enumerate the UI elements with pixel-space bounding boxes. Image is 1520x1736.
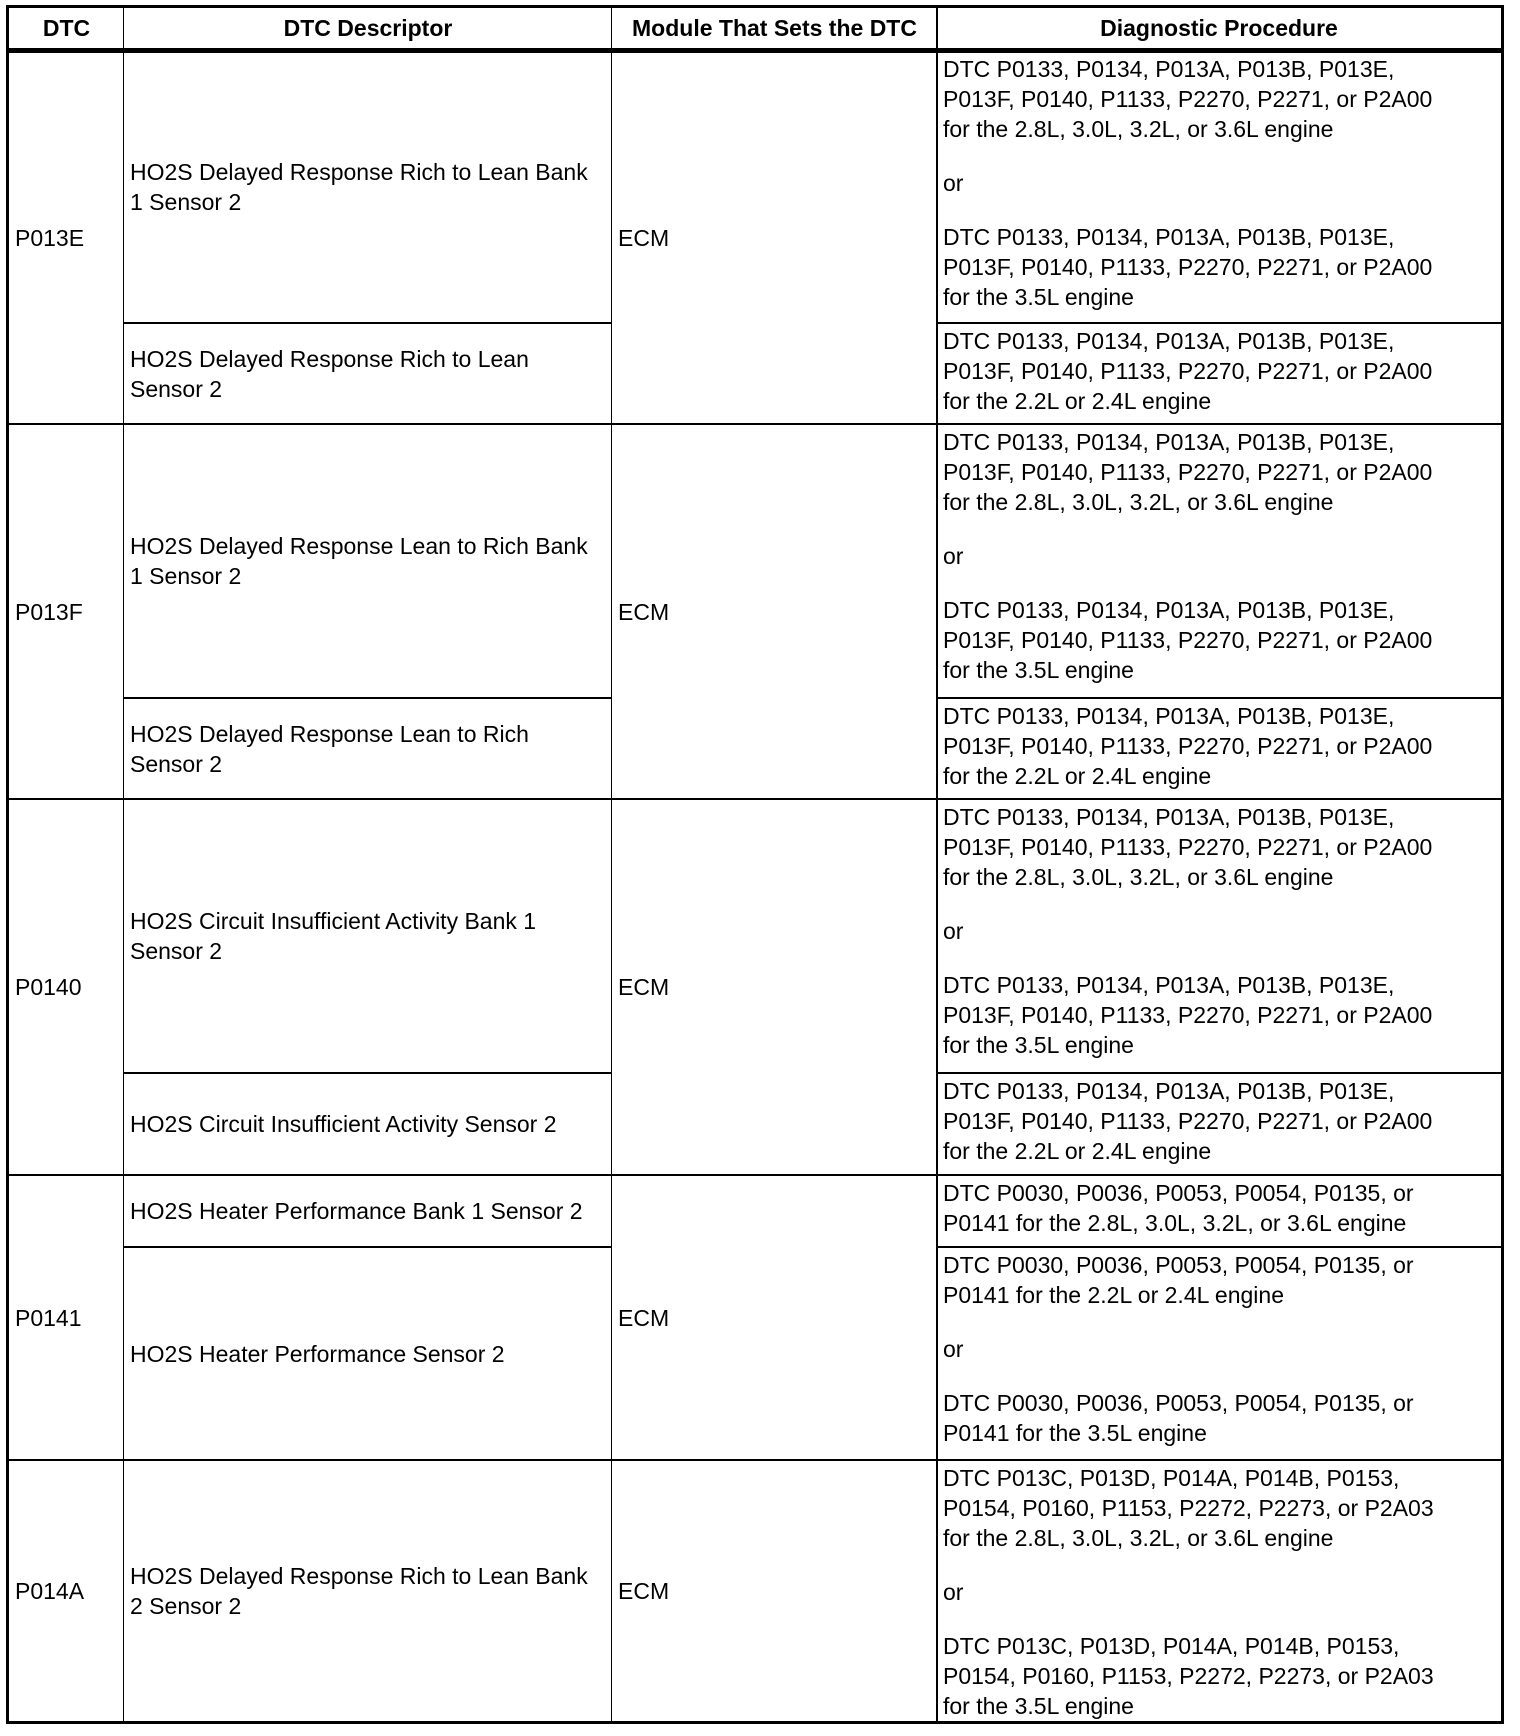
row-divider [937,1072,1501,1074]
dtc-descriptor: HO2S Delayed Response Rich to Lean Bank 2 Sensor 2 [130,1562,595,1619]
dtc-code: P0140 [15,974,82,1000]
procedure-cell [937,1460,1501,1721]
paragraph-gap [943,1553,1443,1577]
dtc-table [6,5,1504,1724]
descriptor-cell [124,1460,612,1721]
paragraph-gap [943,1310,1443,1334]
procedure-separator: or [943,170,964,196]
dtc-descriptor: HO2S Heater Performance Bank 1 Sensor 2 [130,1198,583,1224]
header-module: Module That Sets the DTC [612,8,937,51]
module-cell [612,799,937,1175]
paragraph-gap [943,946,1443,970]
dtc-descriptor: HO2S Circuit Insufficient Activity Bank 1 Sensor 2 [130,908,543,964]
paragraph-gap [943,892,1443,916]
descriptor-cell [124,1073,612,1175]
diagnostic-procedure-link: DTC P0133, P0134, P013A, P013B, P013E, P013F, P0140, P1133, P2270, P2271, or P2A00 for the 2.2L or 2.4L engine [943,328,1439,414]
module-cell [612,1460,937,1721]
procedure-cell [937,698,1501,799]
paragraph-gap [943,571,1443,595]
descriptor-cell [124,799,612,1073]
dtc-cell [9,1460,124,1721]
diagnostic-procedure-link: DTC P0133, P0134, P013A, P013B, P013E, P013F, P0140, P1133, P2270, P2271, or P2A00 for the 3.5L engine [943,224,1439,310]
paragraph-gap [943,517,1443,541]
dtc-code: P0141 [15,1304,82,1331]
dtc-cell [9,799,124,1175]
paragraph-gap [943,1607,1443,1631]
dtc-code: P014A [15,1577,85,1604]
module-cell [612,51,937,424]
header-dtc: DTC [9,8,124,51]
diagnostic-procedure-link: DTC P0030, P0036, P0053, P0054, P0135, or P0141 for the 2.2L or 2.4L engine [943,1252,1420,1308]
module-name: ECM [618,598,670,625]
dtc-descriptor: HO2S Delayed Response Lean to Rich Sensor 2 [130,720,536,777]
diagnostic-procedure-link: DTC P0133, P0134, P013A, P013B, P013E, P013F, P0140, P1133, P2270, P2271, or P2A00 for the 2.8L, 3.0L, 3.2L, or 3.6L engine [943,804,1439,890]
module-cell [612,1175,937,1460]
descriptor-cell [124,424,612,698]
descriptor-cell [124,1247,612,1460]
diagnostic-procedure-link: DTC P0030, P0036, P0053, P0054, P0135, or P0141 for the 2.8L, 3.0L, 3.2L, or 3.6L engine [943,1180,1420,1236]
diagnostic-procedure-link: DTC P0133, P0134, P013A, P013B, P013E, P013F, P0140, P1133, P2270, P2271, or P2A00 for the 3.5L engine [943,597,1439,683]
row-divider [937,322,1501,324]
paragraph-gap [943,198,1443,222]
procedure-cell [937,424,1501,698]
procedure-cell [937,799,1501,1073]
procedure-separator: or [943,918,964,944]
diagnostic-procedure-link: DTC P0030, P0036, P0053, P0054, P0135, or P0141 for the 3.5L engine [943,1390,1420,1446]
paragraph-gap [943,144,1443,168]
descriptor-cell [124,323,612,424]
row-divider [937,697,1501,699]
dtc-code: P013E [15,224,85,251]
descriptor-cell [124,698,612,799]
descriptor-cell [124,51,612,323]
module-cell [612,424,937,799]
procedure-cell [937,1073,1501,1175]
diagnostic-procedure-link: DTC P0133, P0134, P013A, P013B, P013E, P013F, P0140, P1133, P2270, P2271, or P2A00 for the 2.8L, 3.0L, 3.2L, or 3.6L engine [943,56,1439,142]
diagnostic-procedure-link: DTC P0133, P0134, P013A, P013B, P013E, P013F, P0140, P1133, P2270, P2271, or P2A00 for the 3.5L engine [943,972,1439,1058]
procedure-separator: or [943,1336,964,1362]
dtc-cell [9,424,124,799]
procedure-cell [937,1247,1501,1460]
module-name: ECM [618,224,670,251]
row-divider [937,1246,1501,1248]
dtc-descriptor: HO2S Delayed Response Lean to Rich Bank 1 Sensor 2 [130,533,595,589]
procedure-separator: or [943,543,964,569]
diagnostic-procedure-link: DTC P0133, P0134, P013A, P013B, P013E, P013F, P0140, P1133, P2270, P2271, or P2A00 for the 2.2L or 2.4L engine [943,703,1439,789]
dtc-descriptor: HO2S Delayed Response Rich to Lean Sensor 2 [130,345,536,402]
header-diagnostic-procedure: Diagnostic Procedure [937,8,1501,51]
procedure-cell [937,51,1501,323]
descriptor-cell [124,1175,612,1247]
module-name: ECM [618,1304,670,1331]
procedure-separator: or [943,1579,964,1605]
row-divider [124,322,612,324]
module-name: ECM [618,1577,670,1604]
paragraph-gap [943,1364,1443,1388]
diagnostic-procedure-link: DTC P013C, P013D, P014A, P014B, P0153, P0154, P0160, P1153, P2272, P2273, or P2A03 for the 2.8L, 3.0L, 3.2L, or 3.6L engine [943,1465,1441,1551]
header-dtc-descriptor: DTC Descriptor [124,8,612,51]
row-divider [9,50,1501,53]
dtc-descriptor: HO2S Delayed Response Rich to Lean Bank 1 Sensor 2 [130,159,595,215]
diagnostic-procedure-link: DTC P0133, P0134, P013A, P013B, P013E, P013F, P0140, P1133, P2270, P2271, or P2A00 for the 2.2L or 2.4L engine [943,1078,1439,1164]
dtc-cell [9,1175,124,1460]
row-divider [124,1072,612,1074]
row-divider [124,697,612,699]
dtc-descriptor: HO2S Circuit Insufficient Activity Sensor 2 [130,1111,557,1137]
dtc-code: P013F [15,598,83,625]
row-divider [124,1246,612,1248]
dtc-descriptor: HO2S Heater Performance Sensor 2 [130,1340,505,1367]
procedure-cell [937,323,1501,424]
diagnostic-procedure-link: DTC P0133, P0134, P013A, P013B, P013E, P013F, P0140, P1133, P2270, P2271, or P2A00 for the 2.8L, 3.0L, 3.2L, or 3.6L engine [943,429,1439,515]
procedure-cell [937,1175,1501,1247]
dtc-cell [9,51,124,424]
diagnostic-procedure-link: DTC P013C, P013D, P014A, P014B, P0153, P0154, P0160, P1153, P2272, P2273, or P2A03 for the 3.5L engine [943,1633,1441,1719]
module-name: ECM [618,974,670,1000]
